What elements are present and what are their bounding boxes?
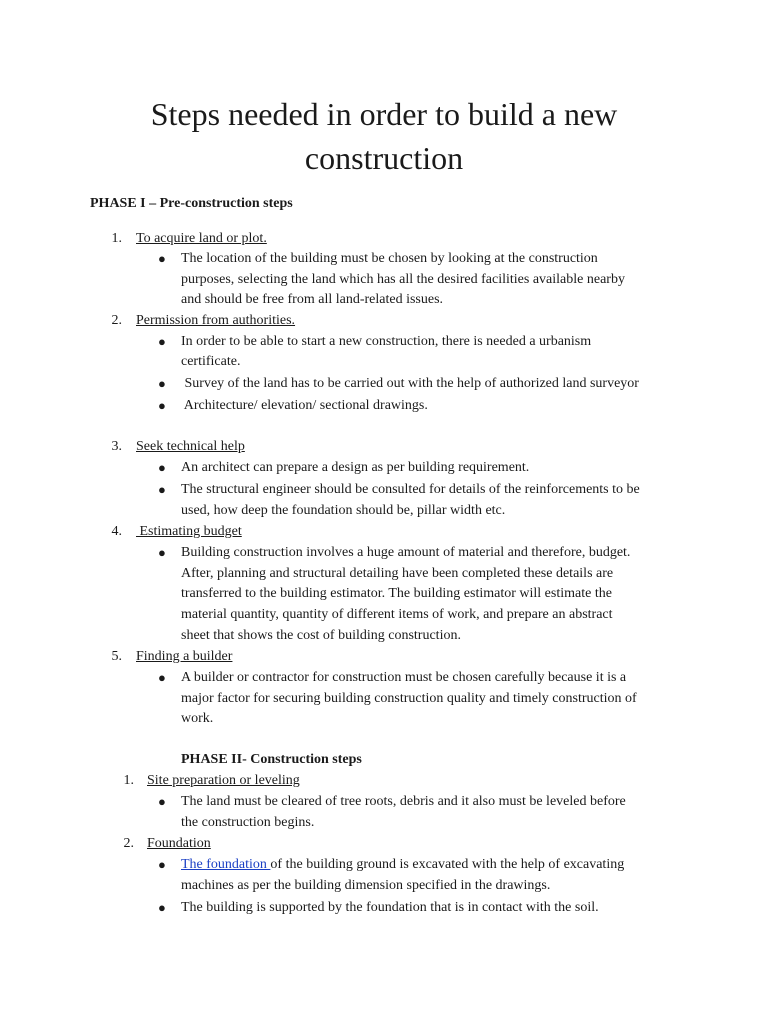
bullet-text: and should be free from all land-related issues.: [181, 292, 444, 307]
list-item-label: Seek technical help: [136, 439, 245, 454]
bullet-text: sheet that shows the cost of building construction.: [181, 628, 461, 643]
bullet-icon: ●: [158, 482, 166, 497]
bullet-text: certificate.: [181, 354, 241, 369]
bullet-text: machines as per the building dimension specified in the drawings.: [181, 878, 551, 893]
bullet-icon: ●: [158, 398, 166, 413]
bullet-text: used, how deep the foundation should be, pillar width etc.: [181, 503, 506, 518]
phase-2-heading: PHASE II- Construction steps: [181, 752, 362, 767]
bullet-text: work.: [181, 711, 214, 726]
list-item-label: Finding a builder: [136, 649, 233, 664]
bullet-text: The land must be cleared of tree roots, debris and it also must be leveled before: [181, 794, 626, 809]
foundation-link[interactable]: The foundation: [181, 857, 271, 872]
bullet-text: The location of the building must be chosen by looking at the construction: [181, 251, 598, 266]
bullet-icon: ●: [158, 545, 166, 560]
phase-1-heading: PHASE I – Pre-construction steps: [90, 196, 293, 211]
bullet-text: purposes, selecting the land which has all the desired facilities available nearby: [181, 272, 625, 287]
bullet-text: After, planning and structural detailing have been completed these details are: [181, 566, 614, 581]
bullet-text: transferred to the building estimator. The building estimator will estimate the: [181, 586, 612, 601]
bullet-icon: ●: [158, 460, 166, 475]
bullet-text: Survey of the land has to be carried out with the help of authorized land surveyor: [181, 376, 639, 391]
bullet-text: major factor for securing building construction quality and timely construction of: [181, 691, 637, 706]
bullet-icon: ●: [158, 334, 166, 349]
list-item-label: Site preparation or leveling: [147, 773, 300, 788]
bullet-icon: ●: [158, 794, 166, 809]
list-number: 1.: [111, 231, 122, 246]
title-line-2: construction: [304, 140, 464, 176]
bullet-text: Building construction involves a huge amount of material and therefore, budget.: [181, 545, 631, 560]
bullet-icon: ●: [158, 670, 166, 685]
bullet-icon: ●: [158, 251, 166, 266]
list-number: 4.: [111, 524, 122, 539]
bullet-text: In order to be able to start a new construction, there is needed a urbanism: [181, 334, 592, 349]
bullet-text: [181, 855, 624, 876]
list-number: 2.: [123, 836, 134, 851]
bullet-icon: ●: [158, 900, 166, 915]
bullet-text: A builder or contractor for construction must be chosen carefully because it is a: [181, 670, 627, 685]
list-item-label: Foundation: [147, 836, 211, 851]
list-item-label: To acquire land or plot.: [136, 231, 267, 246]
bullet-text: An architect can prepare a design as per building requirement.: [181, 460, 530, 475]
document-title: [0, 92, 768, 180]
list-item-label: Permission from authorities.: [136, 313, 296, 328]
list-number: 3.: [111, 439, 122, 454]
list-number: 5.: [111, 649, 122, 664]
list-number: 1.: [123, 773, 134, 788]
bullet-icon: ●: [158, 376, 166, 391]
bullet-text: The building is supported by the foundation that is in contact with the soil.: [181, 900, 599, 915]
bullet-text: the construction begins.: [181, 815, 315, 830]
bullet-text: Architecture/ elevation/ sectional drawings.: [181, 398, 428, 413]
bullet-text: material quantity, quantity of different items of work, and prepare an abstract: [181, 607, 613, 622]
list-item-label: Estimating budget: [136, 524, 242, 539]
bullet-text: The structural engineer should be consulted for details of the reinforcements to be: [181, 482, 640, 497]
title-line-1: Steps needed in order to build a new: [150, 96, 618, 132]
bullet-text-rest: of the building ground is excavated with the help of excavating: [270, 857, 625, 872]
bullet-icon: ●: [158, 857, 166, 872]
list-number: 2.: [111, 313, 122, 328]
